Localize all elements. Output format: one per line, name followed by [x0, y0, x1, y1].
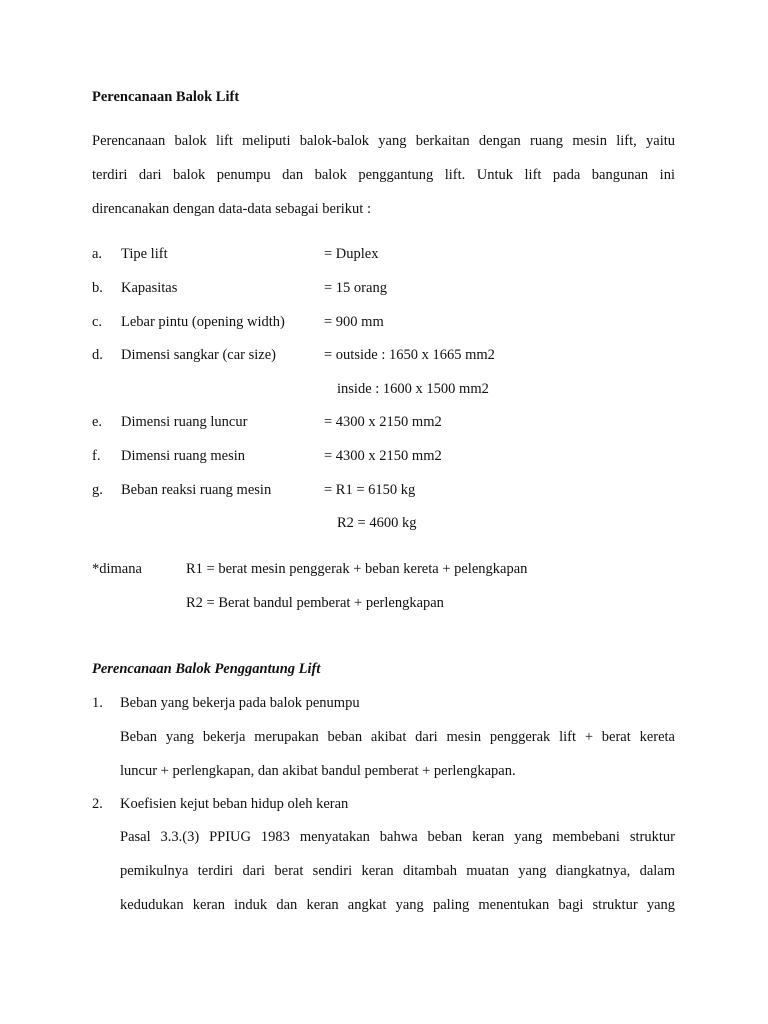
spec-value-continued: inside : 1600 x 1500 mm2 — [337, 381, 489, 397]
item-heading: Beban yang bekerja pada balok penumpu — [120, 695, 360, 711]
spec-letter: g. — [92, 482, 103, 498]
spec-letter: b. — [92, 280, 103, 296]
item-body-line: luncur + perlengkapan, dan akibat bandul pemberat + perlengkapan. — [120, 763, 516, 779]
spec-value: = 4300 x 2150 mm2 — [324, 448, 442, 464]
spec-label: Lebar pintu (opening width) — [121, 314, 285, 330]
spec-value: = Duplex — [324, 246, 379, 262]
spec-letter: c. — [92, 314, 103, 330]
spec-value: = 15 orang — [324, 280, 387, 296]
item-body-line: Beban yang bekerja merupakan beban akibat dari mesin penggerak lift + berat kereta — [120, 729, 675, 745]
spec-letter: d. — [92, 347, 103, 363]
intro-line-1: Perencanaan balok lift meliputi balok-balok yang berkaitan dengan ruang mesin lift, yaitu — [92, 133, 675, 149]
spec-letter: e. — [92, 414, 103, 430]
item-body-line: pemikulnya terdiri dari berat sendiri keran ditambah muatan yang diangkatnya, dalam — [120, 863, 675, 879]
item-body-line: Pasal 3.3.(3) PPIUG 1983 menyatakan bahwa beban keran yang membebani struktur — [120, 829, 675, 845]
spec-label: Beban reaksi ruang mesin — [121, 482, 272, 498]
intro-line-2: terdiri dari balok penumpu dan balok penggantung lift. Untuk lift pada bangunan ini — [92, 167, 675, 183]
spec-value: = 4300 x 2150 mm2 — [324, 414, 442, 430]
note-line-1: R1 = berat mesin penggerak + beban kereta + pelengkapan — [186, 561, 528, 577]
item-heading: Koefisien kejut beban hidup oleh keran — [120, 796, 349, 812]
spec-letter: a. — [92, 246, 103, 262]
item-body-line: kedudukan keran induk dan keran angkat yang paling menentukan bagi struktur yang — [120, 897, 675, 913]
item-number: 2. — [92, 796, 103, 812]
item-number: 1. — [92, 695, 103, 711]
spec-value: = outside : 1650 x 1665 mm2 — [324, 347, 495, 363]
note-line-2: R2 = Berat bandul pemberat + perlengkapan — [186, 595, 444, 611]
spec-letter: f. — [92, 448, 101, 464]
page-title: Perencanaan Balok Lift — [92, 89, 240, 105]
spec-value: = R1 = 6150 kg — [324, 482, 416, 498]
spec-label: Dimensi ruang mesin — [121, 448, 246, 464]
note-label: *dimana — [92, 561, 142, 577]
spec-value-continued: R2 = 4600 kg — [337, 515, 417, 531]
intro-line-3: direncanakan dengan data-data sebagai berikut : — [92, 201, 371, 217]
spec-label: Tipe lift — [121, 246, 168, 262]
spec-label: Dimensi ruang luncur — [121, 414, 248, 430]
section-title: Perencanaan Balok Penggantung Lift — [92, 661, 321, 677]
spec-label: Kapasitas — [121, 280, 178, 296]
spec-value: = 900 mm — [324, 314, 384, 330]
spec-label: Dimensi sangkar (car size) — [121, 347, 277, 363]
